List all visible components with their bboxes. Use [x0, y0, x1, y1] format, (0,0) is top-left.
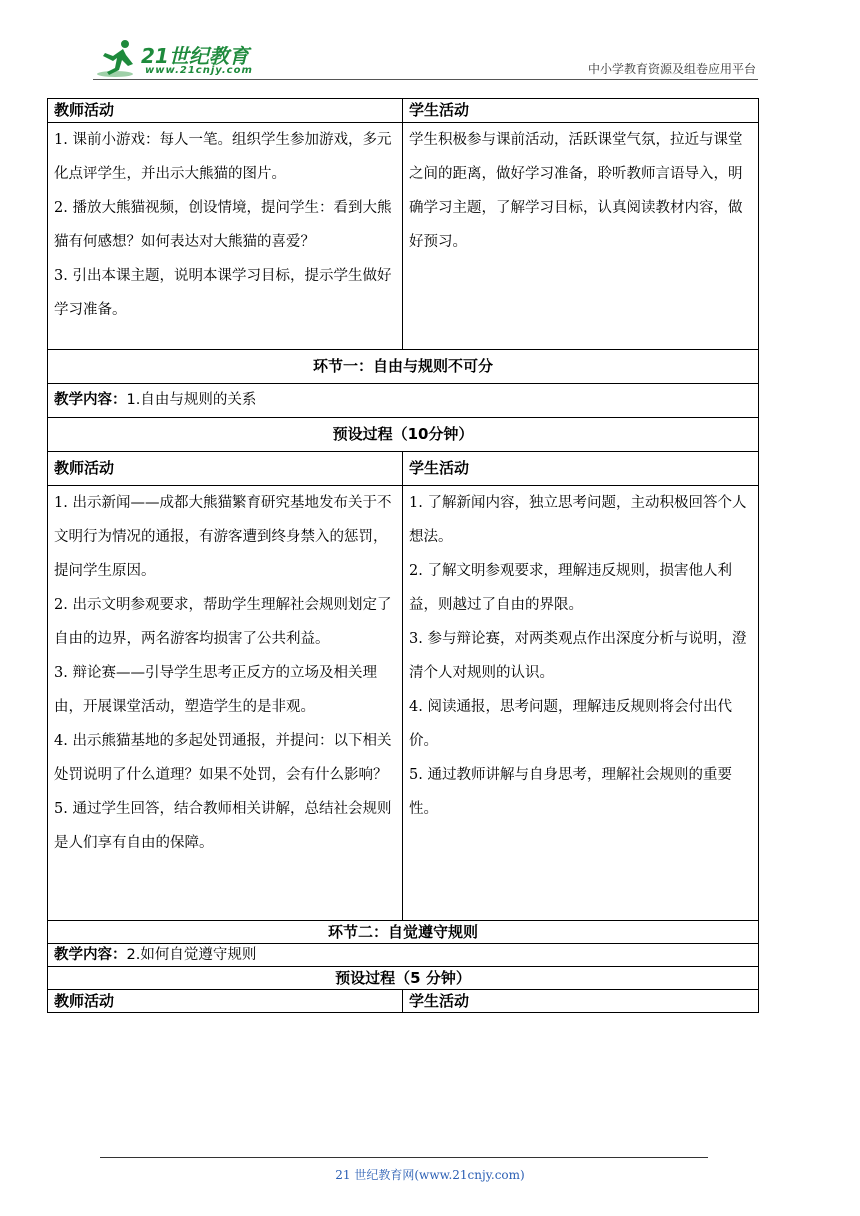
logo [93, 38, 263, 78]
list-item: 3. 辩论赛——引导学生思考正反方的立场及相关理由，开展课堂活动，塑造学生的是非观。 [54, 665, 377, 715]
page-header [93, 30, 758, 82]
header-divider [93, 79, 758, 80]
list-item: 1. 出示新闻——成都大熊猫繁育研究基地发布关于不文明行为情况的通报，有游客遭到终身禁入的惩罚，提问学生原因。 [54, 495, 392, 579]
content-text: 2.如何自觉遵守规则 [126, 947, 257, 963]
section1-teacher-cell [48, 486, 403, 921]
list-item: 2. 了解文明参观要求，理解违反规则，损害他人利益，则越过了自由的界限。 [409, 563, 732, 613]
intro-student-cell [403, 123, 759, 350]
footer-divider [100, 1157, 708, 1158]
student-activity-header: 学生活动 [403, 990, 759, 1013]
table-row [48, 990, 759, 1013]
student-activity-header: 学生活动 [403, 452, 759, 486]
intro-teacher-cell [48, 123, 403, 350]
teacher-activity-header: 教师活动 [48, 452, 403, 486]
footer-link[interactable]: 21 世纪教育网(www.21cnjy.com) [335, 1168, 525, 1182]
content-label: 教学内容： [54, 392, 127, 408]
student-activity-header: 学生活动 [403, 99, 759, 123]
content-label: 教学内容： [54, 947, 127, 963]
table-row [48, 99, 759, 123]
section1-content [48, 384, 759, 418]
table-row [48, 384, 759, 418]
logo-url: www.21cnjy.com [145, 65, 253, 76]
list-item: 学生积极参与课前活动，活跃课堂气氛，拉近与课堂之间的距离，做好学习准备，聆听教师言语导入，明确学习主题，了解学习目标，认真阅读教材内容，做好预习。 [409, 132, 743, 250]
table-row [48, 452, 759, 486]
list-item: 4. 出示熊猫基地的多起处罚通报，并提问：以下相关处罚说明了什么道理？如果不处罚，会有什么影响？ [54, 733, 392, 783]
list-item: 2. 出示文明参观要求，帮助学生理解社会规则划定了自由的边界，两名游客均损害了公共利益。 [54, 597, 392, 647]
list-item: 3. 参与辩论赛，对两类观点作出深度分析与说明，澄清个人对规则的认识。 [409, 631, 747, 681]
section2-content [48, 944, 759, 967]
table-row [48, 967, 759, 990]
section1-title: 环节一：自由与规则不可分 [48, 350, 759, 384]
table-row [48, 944, 759, 967]
section2-process-title: 预设过程（5 分钟） [48, 967, 759, 990]
teacher-activity-header: 教师活动 [48, 990, 403, 1013]
list-item: 4. 阅读通报，思考问题，理解违反规则将会付出代价。 [409, 699, 732, 749]
table-row [48, 418, 759, 452]
teacher-activity-header: 教师活动 [48, 99, 403, 123]
content-text: 1.自由与规则的关系 [126, 392, 257, 408]
list-item: 1. 了解新闻内容，独立思考问题，主动积极回答个人想法。 [409, 495, 747, 545]
logo-text: 21世纪教育 [141, 44, 249, 68]
list-item: 1. 课前小游戏：每人一笔。组织学生参加游戏，多元化点评学生，并出示大熊猫的图片。 [54, 132, 392, 182]
runner-logo-icon [95, 38, 139, 78]
platform-name: 中小学教育资源及组卷应用平台 [587, 62, 756, 76]
list-item: 2. 播放大熊猫视频，创设情境，提问学生：看到大熊猫有何感想？如何表达对大熊猫的喜爱？ [54, 200, 392, 250]
list-item: 5. 通过学生回答，结合教师相关讲解，总结社会规则是人们享有自由的保障。 [54, 801, 392, 851]
table-row [48, 123, 759, 350]
table-row [48, 350, 759, 384]
section2-title: 环节二：自觉遵守规则 [48, 921, 759, 944]
list-item: 5. 通过教师讲解与自身思考，理解社会规则的重要性。 [409, 767, 732, 817]
section1-process-title: 预设过程（10分钟） [48, 418, 759, 452]
section1-student-cell [403, 486, 759, 921]
table-row [48, 486, 759, 921]
list-item: 3. 引出本课主题，说明本课学习目标，提示学生做好学习准备。 [54, 268, 392, 318]
lesson-plan-table [47, 98, 759, 1013]
table-row [48, 921, 759, 944]
